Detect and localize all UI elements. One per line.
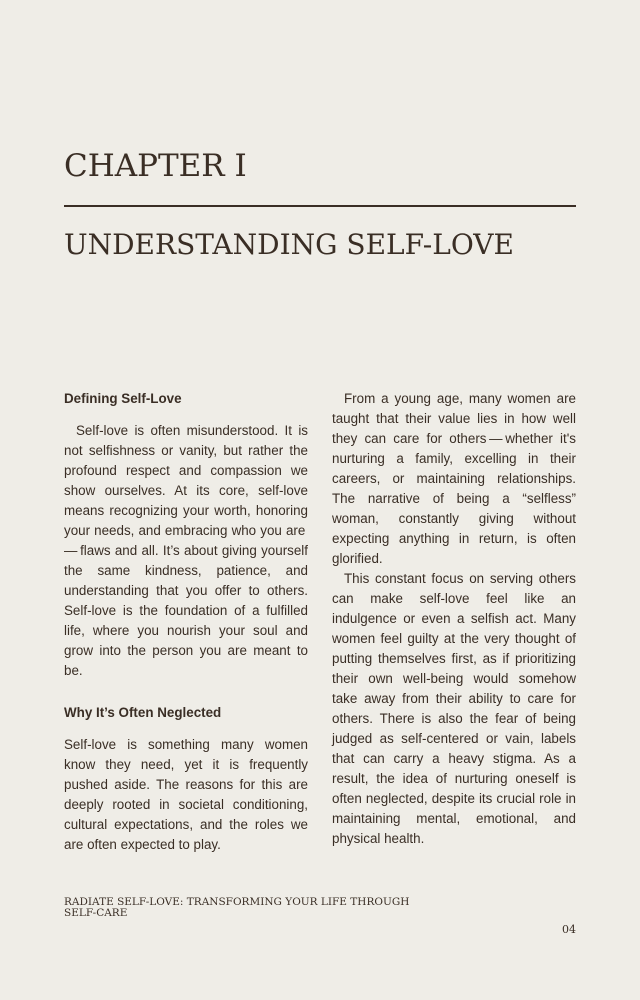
paragraph-why-neglected: Self-love is something many women know they need, yet it is frequently pushed aside. The reasons for this are deeply rooted in societal conditioning, cultural expectations, and the roles we are often expected to play. <box>64 737 308 852</box>
chapter-divider <box>64 205 576 207</box>
right-column <box>332 389 576 849</box>
running-footer-book-title: RADIATE SELF-LOVE: TRANSFORMING YOUR LIFE THROUGH SELF-CARE <box>64 896 410 919</box>
section-heading-why-neglected: Why It’s Often Neglected <box>64 705 222 720</box>
paragraph-young-age: From a young age, many women are taught that their value lies in how well they can care for others — whether it's nurturing a family, excelling in their careers, or maintaining relationships. The narrative of being a “selfless” woman, constantly giving without expecting anything in return, is often glorified. <box>332 391 576 566</box>
page-number: 04 <box>562 923 576 936</box>
chapter-label: CHAPTER I <box>64 148 247 184</box>
section-heading-defining-self-love: Defining Self-Love <box>64 391 182 406</box>
chapter-title: UNDERSTANDING SELF-LOVE <box>64 228 514 261</box>
paragraph-defining-self-love: Self-love is often misunderstood. It is not selfishness or vanity, but rather the profound respect and compassion we show ourselves. At its core, self-love means recognizing your worth, honoring your needs, and embracing who you are — flaws and all. It’s about giving yourself the same kindness, patience, and understanding that you offer to others. Self-love is the foundation of a fulfilled life, where you nourish your soul and grow into the person you are meant to be. <box>64 423 308 678</box>
left-column <box>64 389 308 855</box>
paragraph-constant-focus: This constant focus on serving others can make self-love feel like an indulgence or even a selfish act. Many women feel guilty at the very thought of putting themselves first, as if prioritizing their own well-being would somehow take away from their ability to care for others. There is also the fear of being judged as self-centered or vain, labels that can carry a heavy stigma. As a result, the idea of nurturing oneself is often neglected, despite its crucial role in maintaining mental, emotional, and physical health. <box>332 571 576 846</box>
